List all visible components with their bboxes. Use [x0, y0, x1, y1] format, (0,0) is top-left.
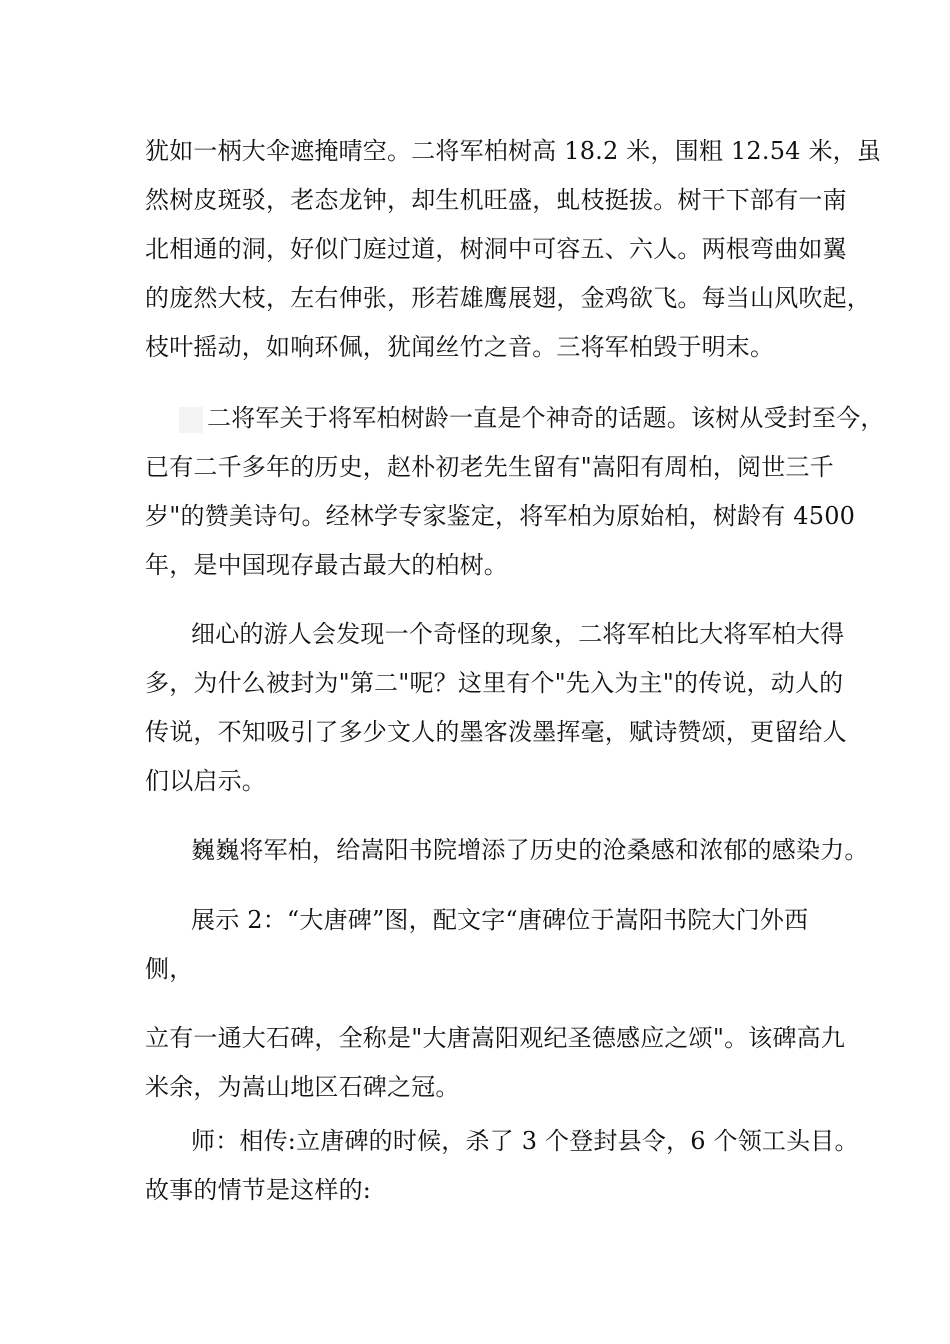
paragraph-stone-tablet	[145, 1014, 846, 1112]
text-line: 的庞然大枝，左右伸张，形若雄鹰展翅，金鸡欲飞。每当山风吹起，	[145, 284, 871, 312]
paragraph-cypress-description	[145, 127, 882, 372]
text-line: 师：相传:立唐碑的时候，杀了 3 个登封县令，6 个领工头目。	[191, 1127, 859, 1155]
text-line: 侧，	[145, 955, 194, 983]
paragraph-tree-age	[145, 394, 885, 590]
paragraph-teacher-story	[145, 1117, 859, 1215]
text-line: 传说，不知吸引了多少文人的墨客泼墨挥毫，赋诗赞颂，更留给人	[145, 718, 847, 746]
text-line: 细心的游人会发现一个奇怪的现象，二将军柏比大将军柏大得	[191, 620, 845, 648]
text-line: 岁"的赞美诗句。经林学专家鉴定，将军柏为原始柏，树龄有 4500	[145, 502, 856, 530]
text-line: 年，是中国现存最古最大的柏树。	[145, 551, 508, 579]
tab-marker	[179, 407, 203, 433]
text-line-content: 二将军关于将军柏树龄一直是个神奇的话题。该树从受封至今，	[207, 404, 885, 432]
paragraph-curious-phenomenon	[145, 610, 847, 806]
text-line: 故事的情节是这样的:	[145, 1176, 372, 1204]
paragraph-majestic-cypress	[145, 826, 869, 875]
text-line: 北相通的洞，好似门庭过道，树洞中可容五、六人。两根弯曲如翼	[145, 235, 847, 263]
text-line-first	[145, 394, 885, 443]
text-line: 米余，为嵩山地区石碑之冠。	[145, 1073, 460, 1101]
text-line: 多，为什么被封为"第二"呢？这里有个"先入为主"的传说，动人的	[145, 669, 844, 697]
text-line: 们以启示。	[145, 767, 266, 795]
paragraph-display-2	[145, 896, 835, 994]
text-line: 展示 2：“大唐碑”图，配文字“唐碑位于嵩阳书院大门外西	[191, 906, 809, 934]
text-line: 枝叶摇动，如响环佩，犹闻丝竹之音。三将军柏毁于明末。	[145, 333, 775, 361]
text-line: 犹如一柄大伞遮掩晴空。二将军柏树高 18.2 米，围粗 12.54 米，虽	[145, 137, 882, 165]
text-line: 立有一通大石碑，全称是"大唐嵩阳观纪圣德感应之颂"。该碑高九	[145, 1024, 846, 1052]
text-line: 巍巍将军柏，给嵩阳书院增添了历史的沧桑感和浓郁的感染力。	[191, 836, 869, 864]
text-line: 已有二千多年的历史，赵朴初老先生留有"嵩阳有周柏，阅世三千	[145, 453, 834, 481]
text-line: 然树皮斑驳，老态龙钟，却生机旺盛，虬枝挺拔。树干下部有一南	[145, 186, 847, 214]
